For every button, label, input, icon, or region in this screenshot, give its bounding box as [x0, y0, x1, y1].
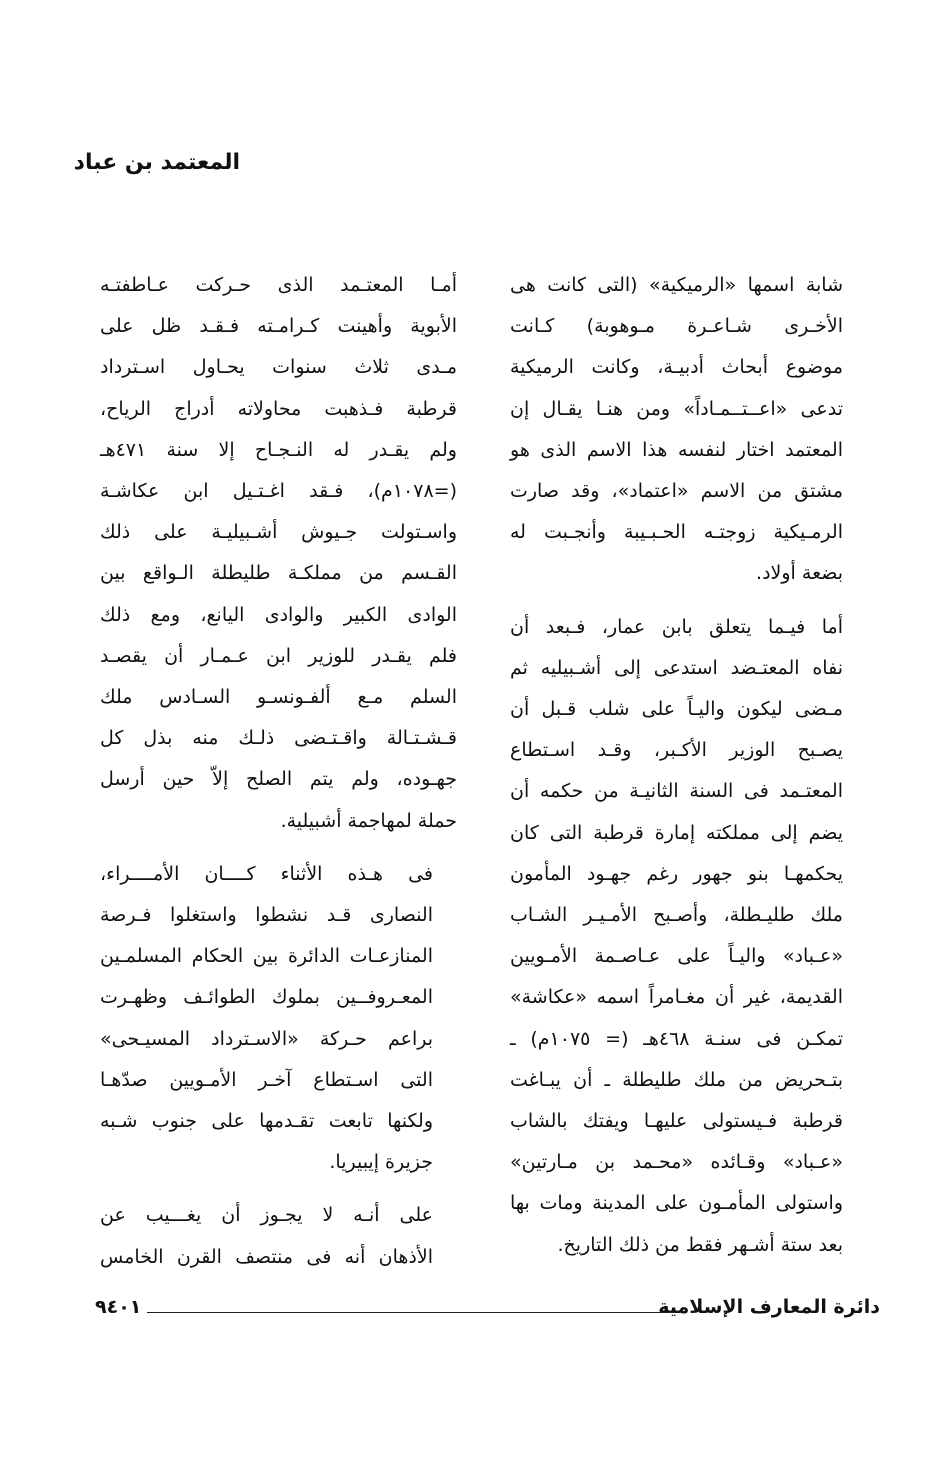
text-line: فى هـذه الأثناء كــــان الأمــــراء،: [100, 862, 433, 885]
text-line: السلم مـع ألفـونسـو السـادس ملك: [100, 686, 457, 709]
text-line: مـدى ثلاث سنوات يحـاول اسـترداد: [100, 356, 457, 379]
text-line: القـسم من مملكـة طليطلة الـواقع بين: [100, 562, 457, 585]
text-line: «عـباد» واليـاً على عـاصـمة الأمـويين: [510, 945, 843, 968]
text-line: ولم يقـدر له النـجـاح إلا سنة ٤٧١هـ: [100, 438, 457, 461]
page-number: ٩٤٠١: [95, 1296, 142, 1318]
text-line: يضم إلى مملكته إمارة قرطبة التى كان: [510, 821, 843, 844]
paragraph: [100, 1195, 457, 1277]
text-line: المعـروفــين بملوك الطوائـف وظهـرت: [100, 986, 433, 1009]
text-line: الأذهان أنه فى منتصف القرن الخامس: [100, 1245, 433, 1268]
publication-title: دائرة المعارف الإسلامية: [658, 1296, 880, 1318]
text-line: ملك طليـطلة، وأصـبح الأمـيـر الشـاب: [510, 904, 843, 927]
paragraph: [510, 265, 867, 595]
text-line: المنازعـات الدائرة بين الحكام المسلمـين: [100, 945, 433, 968]
page-footer: [95, 1296, 880, 1326]
text-line: أمـا المعتـمد الذى حـركت عـاطفتـه: [100, 274, 457, 296]
text-line: يحكمهـا بنو جهور رغم جهـود المأمون: [510, 862, 843, 885]
text-line: (=١٠٧٨م)، فـقد اغـتـيل ابن عكاشـة: [100, 480, 457, 503]
footer-rule: [147, 1312, 675, 1313]
text-line: الوادى الكبير والوادى اليانع، ومع ذلك: [100, 603, 457, 626]
text-line: حملة لمهاجمة أشبيلية.: [280, 809, 457, 832]
text-line: مشتق من الاسم «اعتماد»، وقد صارت: [510, 480, 843, 503]
text-line: قـشـتـالة واقـتـضى ذلـك منه بذل كل: [100, 727, 457, 750]
text-line: الرمـيكية زوجتـه الحـبـيبة وأنجـبت له: [510, 521, 843, 544]
right-column: [510, 265, 867, 1278]
text-line: مـضى ليكون واليـاً على شلب قـبل أن: [510, 698, 843, 721]
text-line: قرطبة فـذهبت محاولاته أدراج الرياح،: [100, 397, 457, 420]
text-line: يصـبح الوزير الأكـبر، وقـد اسـتطاع: [510, 739, 843, 762]
text-line: تمكـن فى سنـة ٤٦٨هـ (= ١٠٧٥م) ـ: [510, 1027, 843, 1050]
text-line: واسـتولت جـيوش أشـبيليـة على ذلك: [100, 521, 457, 544]
text-line: ولكنها تابعت تقـدمها على جنوب شـبه: [100, 1110, 433, 1133]
text-line: المعتمد اختار لنفسه هذا الاسم الذى هو: [510, 438, 843, 461]
text-line: قرطبة فـيستولى عليهـا ويفتك بالشاب: [510, 1110, 843, 1133]
text-line: واستولى المأمـون على المدينة ومات بها: [510, 1192, 843, 1215]
text-line: بضعة أولاد.: [756, 562, 843, 585]
paragraph: [510, 607, 867, 1266]
text-line: بعد ستة أشـهر فقط من ذلك التاريخ.: [557, 1233, 843, 1256]
text-line: أما فيـما يتعلق بابن عمار، فـبعد أن: [510, 615, 843, 638]
text-line: شابة اسمها «الرميكية» (التى كانت هى: [510, 274, 843, 296]
text-line: الأخـرى شـاعـرة مـوهوبة) كـانت: [510, 315, 843, 338]
text-line: على أنـه لا يجـوز أن يغـــيب عن: [100, 1204, 433, 1227]
text-line: النصارى قـد نشطوا واستغلوا فـرصة: [100, 904, 433, 927]
text-line: جهـوده، ولم يتم الصلح إلاّ حين أرسل: [100, 768, 457, 791]
text-line: بتـحريض من ملك طليطلة ـ أن يبـاغت: [510, 1068, 843, 1091]
text-line: فلم يقـدر للوزير ابن عـمـار أن يقصـد: [100, 644, 457, 667]
paragraph: [100, 265, 457, 842]
text-line: تدعى «اعــتــمـاداً» ومن هنـا يقـال إن: [510, 397, 843, 420]
text-line: «عـباد» وقـائده «محـمد بن مـارتين»: [510, 1151, 843, 1174]
text-line: المعتـمد فى السنة الثانيـة من حكمه أن: [510, 780, 843, 803]
text-line: القديمة، غير أن مغـامراً اسمه «عكاشة»: [510, 986, 843, 1009]
text-line: الأبوية وأهينت كـرامـته فـقـد ظل على: [100, 315, 457, 338]
paragraph: [100, 854, 457, 1184]
text-line: براعم حـركة «الاسـترداد المسيـحى»: [100, 1027, 433, 1050]
text-line: التى اسـتطاع آخـر الأمـويين صدّهـا: [100, 1068, 433, 1091]
text-line: موضوع أبحاث أدبيـة، وكانت الرميكية: [510, 356, 843, 379]
text-line: جزيرة إيبيريا.: [329, 1151, 433, 1174]
running-title: المعتمد بن عباد: [73, 150, 240, 175]
text-line: نفاه المعتـضد استدعى إلى أشـبيليه ثم: [510, 656, 843, 679]
left-column: [100, 265, 457, 1290]
